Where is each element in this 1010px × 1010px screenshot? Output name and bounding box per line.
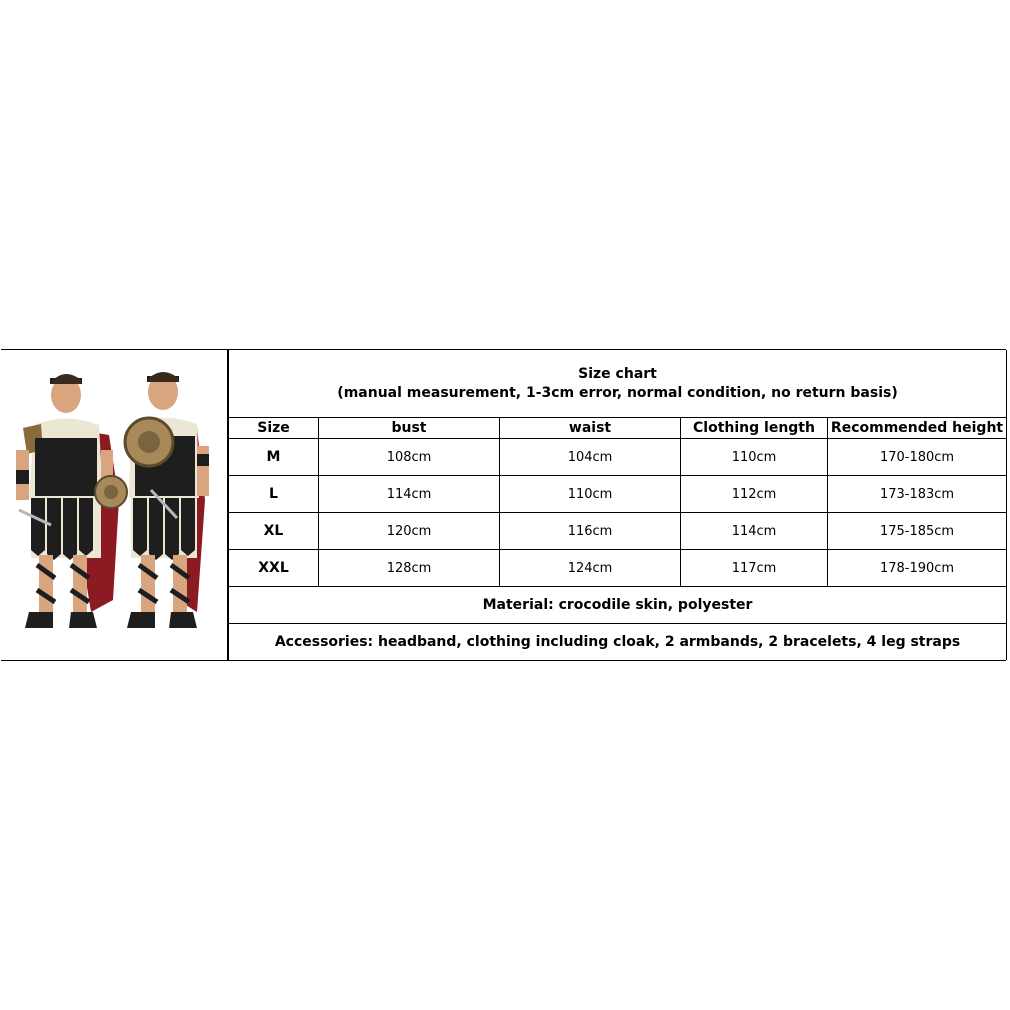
recommended-height-cell: 178-190cm — [828, 550, 1007, 587]
column-header-bust: bust — [319, 418, 500, 439]
bust-cell: 114cm — [319, 476, 500, 513]
material-note: Material: crocodile skin, polyester — [229, 587, 1007, 624]
bust-cell: 128cm — [319, 550, 500, 587]
table-row — [229, 550, 1007, 587]
column-header-size: Size — [229, 418, 319, 439]
accessories-note: Accessories: headband, clothing including cloak, 2 armbands, 2 bracelets, 4 leg straps — [229, 624, 1007, 661]
size-cell: XXL — [229, 550, 319, 587]
size-cell: XL — [229, 513, 319, 550]
clothing-length-cell: 112cm — [681, 476, 828, 513]
column-header-recommended-height: Recommended height — [828, 418, 1007, 439]
waist-cell: 116cm — [500, 513, 681, 550]
table-row — [229, 476, 1007, 513]
bust-cell: 108cm — [319, 439, 500, 476]
size-cell: M — [229, 439, 319, 476]
waist-cell: 110cm — [500, 476, 681, 513]
size-cell: L — [229, 476, 319, 513]
size-chart-subtitle: (manual measurement, 1-3cm error, normal condition, no return basis) — [337, 384, 898, 401]
recommended-height-cell: 175-185cm — [828, 513, 1007, 550]
clothing-length-cell: 114cm — [681, 513, 828, 550]
roman-gladiator-costume-illustration — [1, 350, 227, 660]
waist-cell: 104cm — [500, 439, 681, 476]
recommended-height-cell: 173-183cm — [828, 476, 1007, 513]
clothing-length-cell: 117cm — [681, 550, 828, 587]
material-row — [229, 587, 1007, 624]
clothing-length-cell: 110cm — [681, 439, 828, 476]
costume-photo — [1, 350, 228, 660]
table-row — [229, 439, 1007, 476]
waist-cell: 124cm — [500, 550, 681, 587]
table-header-row — [229, 418, 1007, 439]
size-chart-sheet — [1, 349, 1006, 661]
size-chart-title-cell — [229, 350, 1007, 418]
accessories-row — [229, 624, 1007, 661]
bust-cell: 120cm — [319, 513, 500, 550]
recommended-height-cell: 170-180cm — [828, 439, 1007, 476]
column-header-waist: waist — [500, 418, 681, 439]
table-row — [229, 513, 1007, 550]
size-chart-table — [228, 350, 1007, 660]
column-header-clothing-length: Clothing length — [681, 418, 828, 439]
size-chart-title: Size chart — [578, 365, 657, 382]
